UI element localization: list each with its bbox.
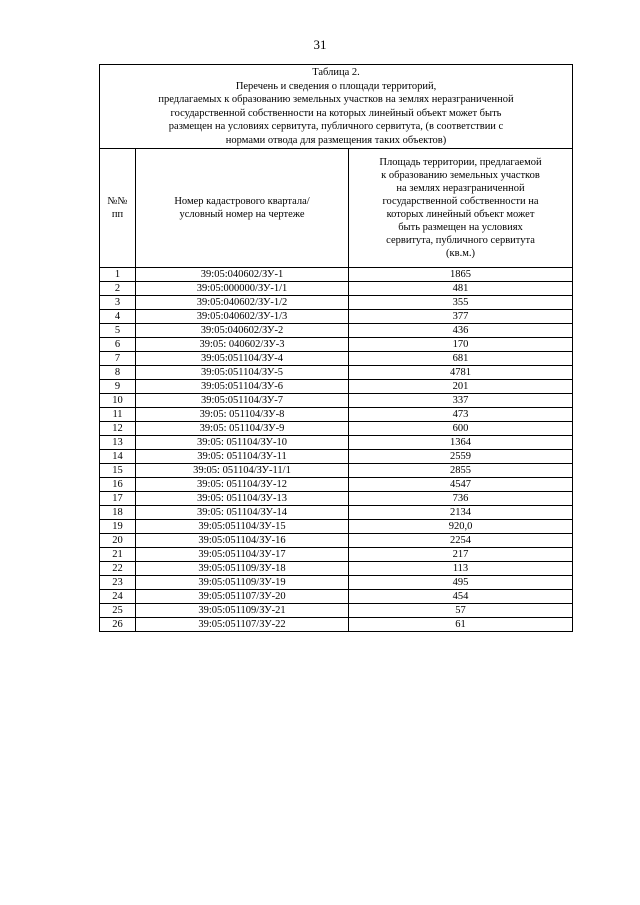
table-caption-row xyxy=(100,65,573,149)
row-area: 355 xyxy=(349,295,573,309)
row-cadastral-number: 39:05:051104/ЗУ-16 xyxy=(136,533,349,547)
table-row xyxy=(100,589,573,603)
header-cadastral-line: условный номер на чертеже xyxy=(179,208,305,220)
row-cadastral-number: 39:05: 051104/ЗУ-11 xyxy=(136,449,349,463)
row-number: 2 xyxy=(100,281,136,295)
row-cadastral-number: 39:05: 051104/ЗУ-10 xyxy=(136,435,349,449)
row-number: 5 xyxy=(100,323,136,337)
table-row xyxy=(100,491,573,505)
caption-line: размещен на условиях сервитута, публичного сервитута, (в соответствии с xyxy=(168,121,504,133)
caption-line: государственной собственности на которых линейный объект может быть xyxy=(170,107,502,119)
table-row xyxy=(100,477,573,491)
row-area: 170 xyxy=(349,337,573,351)
row-number: 6 xyxy=(100,337,136,351)
row-area: 2855 xyxy=(349,463,573,477)
table-row xyxy=(100,295,573,309)
table-row xyxy=(100,379,573,393)
header-area-line: которых линейный объект может xyxy=(386,208,535,220)
row-number: 13 xyxy=(100,435,136,449)
table-row xyxy=(100,281,573,295)
row-area: 1364 xyxy=(349,435,573,449)
header-area-line: к образованию земельных участков xyxy=(381,169,540,181)
row-number: 12 xyxy=(100,421,136,435)
row-cadastral-number: 39:05:051107/ЗУ-22 xyxy=(136,617,349,631)
row-area: 481 xyxy=(349,281,573,295)
row-number: 14 xyxy=(100,449,136,463)
row-area: 681 xyxy=(349,351,573,365)
row-area: 377 xyxy=(349,309,573,323)
header-area-line: (кв.м.) xyxy=(446,247,475,259)
page-number: 31 xyxy=(313,37,327,52)
row-cadastral-number: 39:05:051104/ЗУ-7 xyxy=(136,393,349,407)
row-area: 2254 xyxy=(349,533,573,547)
row-area: 736 xyxy=(349,491,573,505)
row-cadastral-number: 39:05:051104/ЗУ-17 xyxy=(136,547,349,561)
row-number: 10 xyxy=(100,393,136,407)
row-cadastral-number: 39:05: 040602/ЗУ-3 xyxy=(136,337,349,351)
header-cadastral-line: Номер кадастрового квартала/ xyxy=(174,195,310,207)
table-row xyxy=(100,323,573,337)
row-number: 8 xyxy=(100,365,136,379)
row-cadastral-number: 39:05:000000/ЗУ-1/1 xyxy=(136,281,349,295)
header-area-line: Площадь территории, предлагаемой xyxy=(379,156,542,168)
land-plots-table xyxy=(99,64,573,632)
row-area: 600 xyxy=(349,421,573,435)
row-area: 4781 xyxy=(349,365,573,379)
table-row xyxy=(100,547,573,561)
header-number-line: №№ xyxy=(107,195,128,207)
row-area: 2134 xyxy=(349,505,573,519)
table-row xyxy=(100,351,573,365)
header-number xyxy=(100,148,136,267)
row-area: 473 xyxy=(349,407,573,421)
table-row xyxy=(100,519,573,533)
table-row xyxy=(100,575,573,589)
row-cadastral-number: 39:05: 051104/ЗУ-13 xyxy=(136,491,349,505)
row-number: 23 xyxy=(100,575,136,589)
row-number: 11 xyxy=(100,407,136,421)
table-row xyxy=(100,617,573,631)
row-number: 9 xyxy=(100,379,136,393)
table-row xyxy=(100,421,573,435)
table-body xyxy=(100,65,573,632)
table-row xyxy=(100,309,573,323)
row-area: 201 xyxy=(349,379,573,393)
caption-line: Перечень и сведения о площади территорий, xyxy=(235,80,437,92)
table-caption xyxy=(100,65,573,149)
header-cadastral-number xyxy=(136,148,349,267)
row-number: 20 xyxy=(100,533,136,547)
table-row xyxy=(100,435,573,449)
header-area xyxy=(349,148,573,267)
row-cadastral-number: 39:05:051109/ЗУ-18 xyxy=(136,561,349,575)
row-number: 7 xyxy=(100,351,136,365)
header-number-line: пп xyxy=(111,208,124,220)
row-cadastral-number: 39:05:051107/ЗУ-20 xyxy=(136,589,349,603)
row-cadastral-number: 39:05: 051104/ЗУ-11/1 xyxy=(136,463,349,477)
row-cadastral-number: 39:05:040602/ЗУ-1/2 xyxy=(136,295,349,309)
row-number: 1 xyxy=(100,267,136,281)
table-row xyxy=(100,407,573,421)
table-header-row xyxy=(100,148,573,267)
row-area: 337 xyxy=(349,393,573,407)
row-cadastral-number: 39:05: 051104/ЗУ-12 xyxy=(136,477,349,491)
row-number: 21 xyxy=(100,547,136,561)
row-cadastral-number: 39:05: 051104/ЗУ-14 xyxy=(136,505,349,519)
row-number: 3 xyxy=(100,295,136,309)
row-area: 436 xyxy=(349,323,573,337)
row-number: 19 xyxy=(100,519,136,533)
row-cadastral-number: 39:05: 051104/ЗУ-9 xyxy=(136,421,349,435)
header-area-line: государственной собственности на xyxy=(382,195,539,207)
row-cadastral-number: 39:05:040602/ЗУ-1 xyxy=(136,267,349,281)
row-number: 22 xyxy=(100,561,136,575)
row-number: 24 xyxy=(100,589,136,603)
row-number: 4 xyxy=(100,309,136,323)
row-area: 495 xyxy=(349,575,573,589)
row-area: 920,0 xyxy=(349,519,573,533)
table-row xyxy=(100,365,573,379)
table-row xyxy=(100,603,573,617)
row-number: 18 xyxy=(100,505,136,519)
row-area: 61 xyxy=(349,617,573,631)
header-area-line: сервитута, публичного сервитута xyxy=(386,234,535,246)
row-area: 2559 xyxy=(349,449,573,463)
row-number: 17 xyxy=(100,491,136,505)
table-row xyxy=(100,393,573,407)
row-cadastral-number: 39:05: 051104/ЗУ-8 xyxy=(136,407,349,421)
table-row xyxy=(100,533,573,547)
row-area: 1865 xyxy=(349,267,573,281)
table-row xyxy=(100,463,573,477)
row-number: 26 xyxy=(100,617,136,631)
row-number: 16 xyxy=(100,477,136,491)
row-cadastral-number: 39:05:051109/ЗУ-21 xyxy=(136,603,349,617)
table-row xyxy=(100,267,573,281)
row-cadastral-number: 39:05:051104/ЗУ-5 xyxy=(136,365,349,379)
row-cadastral-number: 39:05:051104/ЗУ-15 xyxy=(136,519,349,533)
row-area: 113 xyxy=(349,561,573,575)
row-area: 4547 xyxy=(349,477,573,491)
table-title: Таблица 2. xyxy=(312,67,360,78)
row-area: 454 xyxy=(349,589,573,603)
table-row xyxy=(100,505,573,519)
table-row xyxy=(100,337,573,351)
row-cadastral-number: 39:05:040602/ЗУ-1/3 xyxy=(136,309,349,323)
table-row xyxy=(100,449,573,463)
header-area-line: быть размещен на условиях xyxy=(398,221,523,233)
row-number: 15 xyxy=(100,463,136,477)
row-area: 217 xyxy=(349,547,573,561)
table-row xyxy=(100,561,573,575)
caption-line: предлагаемых к образованию земельных участков на землях неразграниченной xyxy=(158,94,514,106)
header-area-line: на землях неразграниченной xyxy=(396,182,525,194)
row-area: 57 xyxy=(349,603,573,617)
row-number: 25 xyxy=(100,603,136,617)
caption-line: нормами отвода для размещения таких объектов) xyxy=(225,134,447,146)
row-cadastral-number: 39:05:051104/ЗУ-6 xyxy=(136,379,349,393)
row-cadastral-number: 39:05:040602/ЗУ-2 xyxy=(136,323,349,337)
row-cadastral-number: 39:05:051104/ЗУ-4 xyxy=(136,351,349,365)
row-cadastral-number: 39:05:051109/ЗУ-19 xyxy=(136,575,349,589)
